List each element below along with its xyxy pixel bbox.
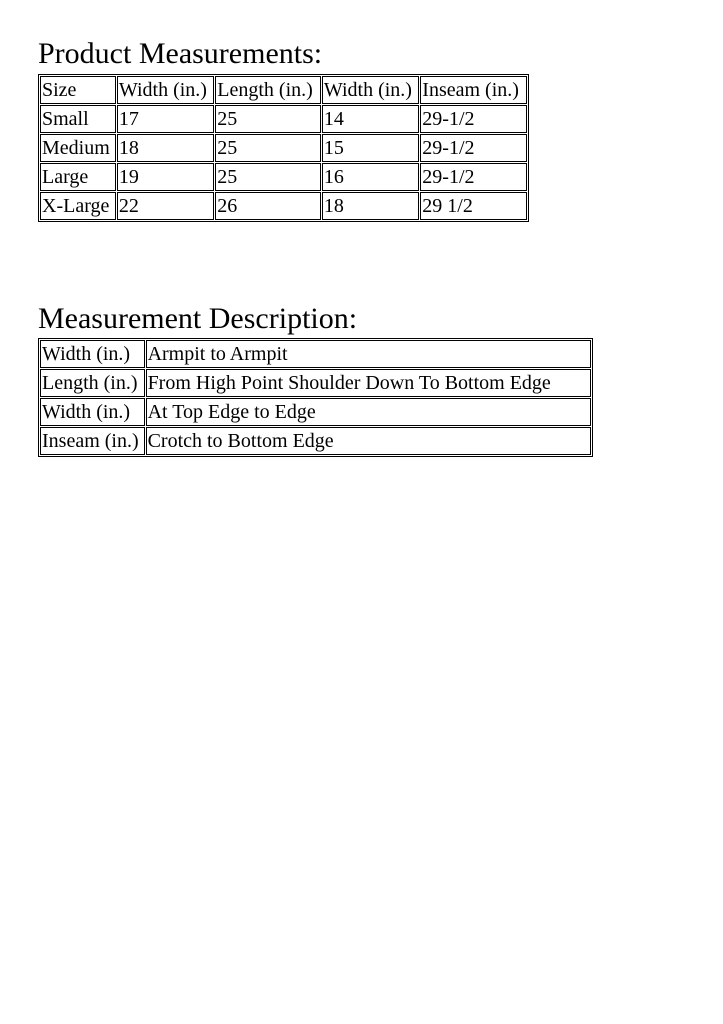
table-row	[40, 192, 527, 220]
table-cell: 14	[322, 105, 419, 133]
product-measurements-title: Product Measurements:	[38, 37, 323, 70]
table-cell: 25	[215, 105, 321, 133]
table-cell: 18	[117, 134, 214, 162]
measure-description-cell: Crotch to Bottom Edge	[146, 427, 591, 455]
table-cell: 19	[117, 163, 214, 191]
table-row	[40, 369, 591, 397]
table-row	[40, 134, 527, 162]
table-row	[40, 340, 591, 368]
measure-name-cell: Width (in.)	[40, 398, 145, 426]
measure-name-cell: Width (in.)	[40, 340, 145, 368]
table-cell: 16	[322, 163, 419, 191]
measure-description-cell: At Top Edge to Edge	[146, 398, 591, 426]
measurement-description-title: Measurement Description:	[38, 302, 358, 335]
header-cell: Width (in.)	[117, 76, 214, 104]
table-cell: 29 1/2	[420, 192, 527, 220]
header-cell: Width (in.)	[322, 76, 419, 104]
header-cell: Length (in.)	[215, 76, 321, 104]
measure-description-cell: Armpit to Armpit	[146, 340, 591, 368]
table-row	[40, 105, 527, 133]
table-cell: 18	[322, 192, 419, 220]
size-cell: Large	[40, 163, 116, 191]
table-cell: 26	[215, 192, 321, 220]
measure-name-cell: Inseam (in.)	[40, 427, 145, 455]
table-row	[40, 398, 591, 426]
table-cell: 15	[322, 134, 419, 162]
measure-description-cell: From High Point Shoulder Down To Bottom Edge	[146, 369, 591, 397]
header-cell: Size	[40, 76, 116, 104]
size-cell: X-Large	[40, 192, 116, 220]
measure-name-cell: Length (in.)	[40, 369, 145, 397]
table-cell: 22	[117, 192, 214, 220]
table-row	[40, 427, 591, 455]
table-cell: 25	[215, 163, 321, 191]
measurement-description-table	[38, 338, 593, 457]
table-cell: 17	[117, 105, 214, 133]
table-cell: 29-1/2	[420, 134, 527, 162]
size-cell: Medium	[40, 134, 116, 162]
header-cell: Inseam (in.)	[420, 76, 527, 104]
table-cell: 29-1/2	[420, 105, 527, 133]
size-cell: Small	[40, 105, 116, 133]
product-measurements-table	[38, 74, 529, 222]
table-cell: 29-1/2	[420, 163, 527, 191]
table-row	[40, 163, 527, 191]
table-header-row	[40, 76, 527, 104]
table-cell: 25	[215, 134, 321, 162]
